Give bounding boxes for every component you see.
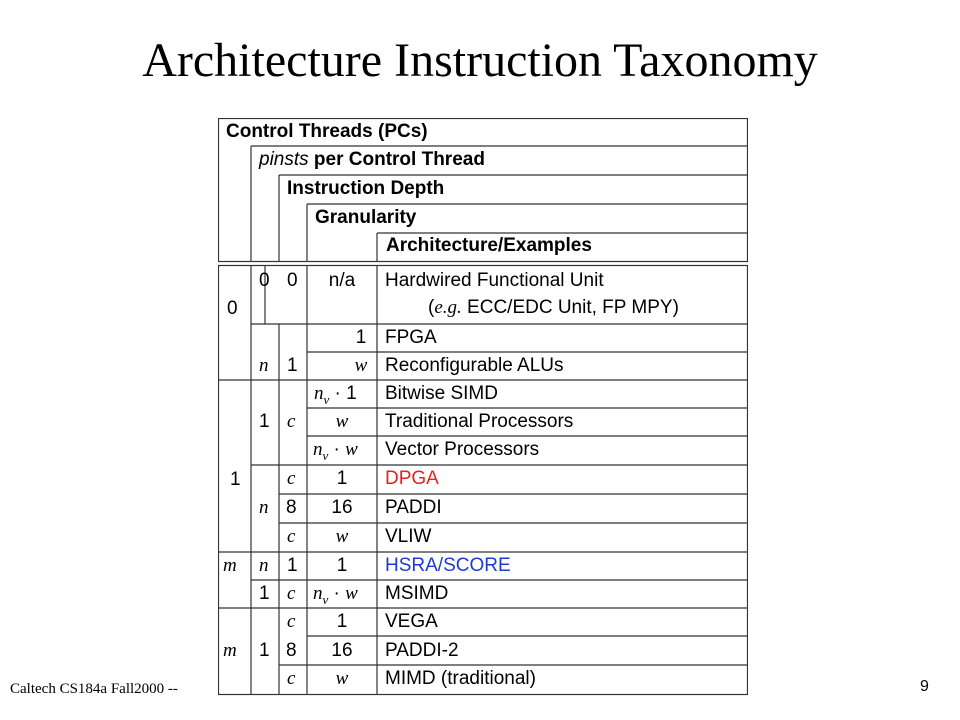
pinsts-value: 1 [259,411,270,432]
page-number: 9 [920,678,929,695]
architecture-name: VEGA [385,611,438,632]
granularity-value: 1 [336,468,348,489]
granularity-value [313,438,358,468]
header-pinsts-rest: per Control Thread [308,149,485,170]
depth-value: 0 [287,270,298,291]
eg-italic: e.g. [434,297,462,318]
var-n: n [313,583,323,604]
depth-value: c [287,583,296,604]
header-pinsts [259,148,485,172]
granularity-value: w [335,411,349,432]
pinsts-value: n [259,555,269,576]
sub-v: v [322,447,329,463]
architecture-name: MIMD (traditional) [385,668,536,689]
threads-value: m [223,640,237,661]
depth-value: c [287,411,296,432]
granularity-value: 1 [336,611,348,632]
slide-title: Architecture Instruction Taxonomy [142,34,818,87]
granularity-value: 16 [331,497,353,518]
granularity-value [313,582,358,612]
threads-value: 1 [230,469,241,490]
var-w: w [345,583,358,604]
header-control-threads: Control Threads (PCs) [226,121,428,142]
pinsts-value: n [259,355,269,376]
header-pinsts-italic: pinsts [259,149,309,170]
pinsts-value: n [259,497,269,518]
depth-value: c [287,468,296,489]
architecture-name: MSIMD [385,583,449,604]
table-grid-lines [218,118,748,696]
sub-v: v [322,591,329,607]
slide-footer: Caltech CS184a Fall2000 -- [10,681,178,697]
depth-value: 1 [287,355,298,376]
threads-value: 0 [227,298,238,319]
granularity-value: n/a [328,270,356,291]
architecture-name: PADDI [385,497,442,518]
pinsts-value: 1 [259,640,270,661]
granularity-value: w [354,355,368,376]
depth-value: 1 [287,555,298,576]
architecture-name-highlight: HSRA/SCORE [385,555,511,576]
granularity-value [314,382,357,412]
paren-open: ( [428,297,435,318]
architecture-name: Vector Processors [385,439,540,460]
granularity-value: 1 [355,327,367,348]
depth-value: c [287,611,296,632]
pinsts-value: 0 [259,270,270,291]
dot: · [328,439,346,460]
depth-value: c [287,668,296,689]
var-n: n [313,439,323,460]
architecture-examples [428,296,679,320]
depth-value: 8 [286,497,297,518]
header-instruction-depth: Instruction Depth [287,178,445,199]
pinsts-value: 1 [259,583,270,604]
dot: · [328,583,346,604]
depth-value: 8 [286,640,297,661]
architecture-name: Traditional Processors [385,411,574,432]
architecture-name-highlight: DPGA [385,468,439,489]
granularity-value: 16 [331,640,353,661]
threads-value: m [223,555,237,576]
architecture-name: VLIW [385,526,432,547]
depth-value: c [287,526,296,547]
architecture-name: FPGA [385,327,437,348]
var-w: w [345,439,358,460]
sub-v: v [323,391,330,407]
examples-rest: ECC/EDC Unit, FP MPY) [461,297,679,318]
granularity-value: 1 [336,555,348,576]
architecture-name: Hardwired Functional Unit [385,270,604,291]
header-architecture: Architecture/Examples [386,235,592,256]
architecture-name: Bitwise SIMD [385,383,498,404]
header-granularity: Granularity [315,207,417,228]
architecture-name: PADDI-2 [385,640,459,661]
granularity-value: w [335,668,349,689]
taxonomy-table [218,118,748,696]
times-one: · 1 [329,383,357,404]
granularity-value: w [335,526,349,547]
var-n: n [314,383,324,404]
architecture-name: Reconfigurable ALUs [385,355,564,376]
